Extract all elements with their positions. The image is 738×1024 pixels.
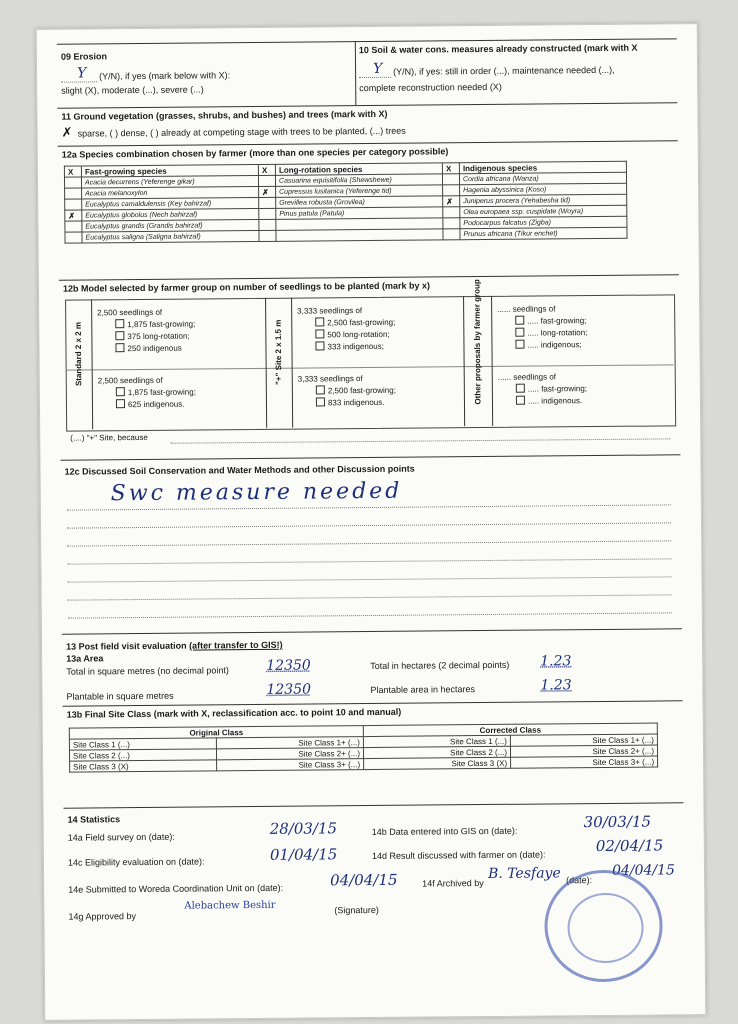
archived-date-label: (date): xyxy=(566,875,593,886)
col-x: X xyxy=(258,164,275,175)
total-sqm-label: Total in square metres (no decimal point) xyxy=(66,665,229,677)
block-head: ...... seedlings of xyxy=(497,372,557,382)
checkbox[interactable] xyxy=(315,317,324,326)
option-text: 500 long-rotation; xyxy=(327,329,390,340)
plus-site-because: (....) "+" Site, because xyxy=(70,432,148,443)
long-species: Pinus patula (Patula) xyxy=(276,207,443,219)
approved-label: 14g Approved by xyxy=(68,911,137,922)
col-x: X xyxy=(64,166,81,177)
erosion-severity: slight (X), moderate (...), severe (...) xyxy=(61,84,204,96)
plantable-sqm-label: Plantable in square metres xyxy=(66,690,174,702)
form-sheet xyxy=(36,23,707,1021)
eligibility-label: 14c Eligibility evaluation on (date): xyxy=(67,856,205,868)
swc-yn-value: Y xyxy=(372,60,383,77)
block-head: 3,333 seedlings of xyxy=(297,374,363,384)
option-text: ..... indigenous. xyxy=(527,396,583,406)
plus-a-block xyxy=(297,305,395,354)
dotted-line xyxy=(61,81,97,82)
other-b-block xyxy=(498,371,587,408)
original-class-header: Original Class xyxy=(69,726,363,740)
seal-inner-ring xyxy=(567,893,644,964)
option-text: 1,875 fast-growing; xyxy=(127,387,196,398)
rule xyxy=(63,700,683,706)
checkbox[interactable] xyxy=(316,397,325,406)
ind-header: Indigenous species xyxy=(459,161,626,173)
archived-date: 04/04/15 xyxy=(611,862,676,879)
plantable-sqm-value: 12350 xyxy=(266,681,312,698)
dotted-line xyxy=(359,77,391,78)
dotted-line xyxy=(170,438,670,443)
option-text: 625 indigenous. xyxy=(127,399,185,410)
corrected-class-header: Corrected Class xyxy=(363,723,657,737)
rule xyxy=(59,274,679,280)
option-text: 2,500 fast-growing; xyxy=(327,317,396,328)
total-sqm-value: 12350 xyxy=(266,657,311,674)
discussion-title: 12c Discussed Soil Conservation and Water Methods and other Discussion points xyxy=(64,463,415,477)
orig-class: Site Class 2 (...) xyxy=(69,749,216,761)
corr-class-plus: Site Class 3+ (...) xyxy=(511,756,658,768)
dotted-line xyxy=(68,594,672,600)
dotted-line xyxy=(67,558,671,564)
block-head: 2,500 seedlings of xyxy=(97,307,163,318)
gis-entry-label: 14b Data entered into GIS on (date): xyxy=(371,825,518,838)
option-text: ..... fast-growing; xyxy=(527,384,588,394)
option-text: ..... long-rotation; xyxy=(527,328,588,338)
std-b-block xyxy=(98,375,196,412)
discussed-date: 02/04/15 xyxy=(595,836,664,856)
swc-title: 10 Soil & water cons. measures already constructed (mark with X xyxy=(358,42,638,56)
fast-species: Eucalyptus saligna (Saligna bahirzaf) xyxy=(82,230,259,243)
plantable-ha-value: 1.23 xyxy=(540,677,572,694)
option-text: ..... fast-growing; xyxy=(527,316,587,326)
option-text: 2,500 fast-growing; xyxy=(327,385,396,396)
checkbox[interactable] xyxy=(115,319,124,328)
swc-yn-text: (Y/N), if yes: still in order (...), maintenance needed (...), xyxy=(393,64,615,77)
orig-class-plus: Site Class 3+ (...) xyxy=(217,759,364,771)
official-seal-stamp xyxy=(544,869,663,982)
field-survey-label: 14a Field survey on (date): xyxy=(67,831,175,843)
ind-species: Cordia africana (Wanza) xyxy=(459,172,626,184)
submitted-date: 04/04/15 xyxy=(330,870,398,890)
archived-name: B. Tesfaye xyxy=(488,865,561,882)
fast-species: Acacia melanoxylon xyxy=(82,186,259,199)
erosion-yn-value: Y xyxy=(77,65,87,82)
rule xyxy=(62,628,682,634)
checkbox[interactable] xyxy=(316,385,325,394)
eligibility-date: 01/04/15 xyxy=(269,845,338,864)
checkbox[interactable] xyxy=(315,341,324,350)
erosion-title: 09 Erosion xyxy=(60,51,107,62)
ind-species: Podocarpus falcatus (Zigba) xyxy=(460,216,627,228)
corr-class-plus: Site Class 1+ (...) xyxy=(510,734,657,746)
other-proposals-label: Other proposals by farmer group xyxy=(472,279,483,405)
plantable-ha-label: Plantable area in hectares xyxy=(370,684,476,696)
species-table: X Fast-growing species X Long-rotation species X Indigenous species Acacia decurrens (Yeferenge gikar) Casuarina equisitifolia (Shewshewe) Cordia africana (Wanza) Acacia melanoxylon ✗ Cupressus lusitanica (Yeferenge tid) Hagenia abyssinica (Koso) Eucalyptus camaldulensis (Key bahirzaf) Grevillea robusta (Grovilea) ✗ Juniperus procera (Yehabesha tid) ✗ Eucalyptus globolus (Nech bahirzaf) Pinus patula (Patula) Olea europaea ssp. cuspidate (Woyra) Eucalyptus grandis (Grandis bahirzaf) Podocarpus falcatus (Zigba) Eucalyptus saligna (Saligna bahirzaf) Prunus africana (Tikur enchet) xyxy=(64,161,628,244)
post-visit-title xyxy=(66,640,283,652)
orig-class-plus: Site Class 2+ (...) xyxy=(216,748,363,760)
x-mark-icon: ✗ xyxy=(61,125,73,141)
plus-site-label: "+" Site 2 x 1.5 m xyxy=(273,319,284,385)
dotted-line xyxy=(67,540,671,546)
signature-label: (Signature) xyxy=(334,904,379,916)
species-title: 12a Species combination chosen by farmer (more than one species per category possible) xyxy=(61,146,449,160)
long-species: Cupressus lusitanica (Yeferenge tid) xyxy=(276,185,443,197)
checkbox[interactable] xyxy=(315,329,324,338)
orig-class: Site Class 3 (X) xyxy=(70,760,217,772)
approver-name-stamp: Alebachew Beshir xyxy=(184,899,276,912)
archived-label: 14f Archived by xyxy=(422,878,484,889)
ind-species: Juniperus procera (Yehabesha tid) xyxy=(460,194,627,206)
dotted-line xyxy=(67,522,671,528)
fast-species: Eucalyptus camaldulensis (Key bahirzaf) xyxy=(82,197,259,210)
block-head: 2,500 seedlings of xyxy=(97,375,163,386)
discussed-label: 14d Result discussed with farmer on (date): xyxy=(371,849,546,862)
ind-species: Olea europaea ssp. cuspidate (Woyra) xyxy=(460,205,627,217)
field-survey-date: 28/03/15 xyxy=(269,819,338,838)
rule xyxy=(58,140,678,146)
option-text: 1,875 fast-growing; xyxy=(127,319,196,330)
option-text: 333 indigenous; xyxy=(327,341,385,352)
option-text: ..... indigenous; xyxy=(527,340,582,350)
checkbox[interactable] xyxy=(515,340,524,349)
long-species: Grevillea robusta (Grovilea) xyxy=(276,196,443,208)
submitted-label: 14e Submitted to Woreda Coordination Unit on (date): xyxy=(68,882,284,895)
erosion-yn-text: (Y/N), if yes (mark below with X): xyxy=(99,70,231,82)
checkbox[interactable] xyxy=(115,331,124,340)
corr-class: Site Class 3 (X) xyxy=(364,757,511,769)
corr-class: Site Class 2 (...) xyxy=(363,746,510,758)
title-part: 13 Post field visit evaluation xyxy=(66,640,187,652)
dotted-line xyxy=(68,576,672,582)
rule xyxy=(57,102,677,108)
area-label: 13a Area xyxy=(66,653,104,664)
site-class-table xyxy=(69,723,658,773)
dotted-line xyxy=(68,612,672,618)
checkbox[interactable] xyxy=(516,396,525,405)
fast-species: Acacia decurrens (Yeferenge gikar) xyxy=(81,175,258,188)
std-a-block xyxy=(97,307,195,356)
checkbox[interactable] xyxy=(116,387,125,396)
checkbox[interactable] xyxy=(515,328,524,337)
total-ha-value: 1.23 xyxy=(540,653,572,670)
checkbox[interactable] xyxy=(515,316,524,325)
fast-species: Eucalyptus grandis (Grandis bahirzaf) xyxy=(82,219,259,232)
col-x: X xyxy=(442,163,459,174)
fast-species: Eucalyptus globolus (Nech bahirzaf) xyxy=(82,208,259,221)
checkbox[interactable] xyxy=(115,343,124,352)
rule xyxy=(60,454,680,460)
long-species: Casuarina equisitifolia (Shewshewe) xyxy=(275,174,442,186)
vegetation-title: 11 Ground vegetation (grasses, shrubs, and bushes) and trees (mark with X) xyxy=(61,108,388,122)
other-a-block xyxy=(497,303,587,352)
discussion-handwriting: Swc measure needed xyxy=(110,478,403,507)
option-text: 250 indigenous xyxy=(127,343,182,354)
section-divider xyxy=(355,41,357,105)
plus-b-block xyxy=(298,373,396,410)
ind-species: Hagenia abyssinica (Koso) xyxy=(460,183,627,195)
corr-class-plus: Site Class 2+ (...) xyxy=(510,745,657,757)
block-head: 3,333 seedlings of xyxy=(297,306,363,316)
block-head: ...... seedlings of xyxy=(497,304,556,314)
long-header: Long-rotation species xyxy=(275,163,442,175)
standard-label: Standard 2 x 2 m xyxy=(73,321,84,387)
rule xyxy=(63,802,683,808)
checkbox[interactable] xyxy=(516,384,525,393)
model-title: 12b Model selected by farmer group on number of seedlings to be planted (mark by x) xyxy=(62,280,431,294)
vegetation-text: sparse, ( ) dense, ( ) already at competing stage with trees to be planted, (...) trees xyxy=(77,125,406,139)
total-ha-label: Total in hectares (2 decimal points) xyxy=(370,659,510,672)
fast-header: Fast-growing species xyxy=(81,164,258,177)
swc-line2: complete reconstruction needed (X) xyxy=(359,81,502,94)
option-text: 833 indigenous. xyxy=(327,397,385,408)
corr-class: Site Class 1 (...) xyxy=(363,735,510,747)
orig-class-plus: Site Class 1+ (...) xyxy=(216,737,363,749)
site-class-title: 13b Final Site Class (mark with X, reclassification acc. to point 10 and manual) xyxy=(66,706,402,720)
title-part: (after transfer to GIS!) xyxy=(189,639,283,651)
statistics-title: 14 Statistics xyxy=(67,814,121,825)
ind-species: Prunus africana (Tikur enchet) xyxy=(460,227,627,239)
checkbox[interactable] xyxy=(116,399,125,408)
orig-class: Site Class 1 (...) xyxy=(69,738,216,750)
gis-entry-date: 30/03/15 xyxy=(583,812,652,832)
option-text: 375 long-rotation; xyxy=(127,331,190,342)
